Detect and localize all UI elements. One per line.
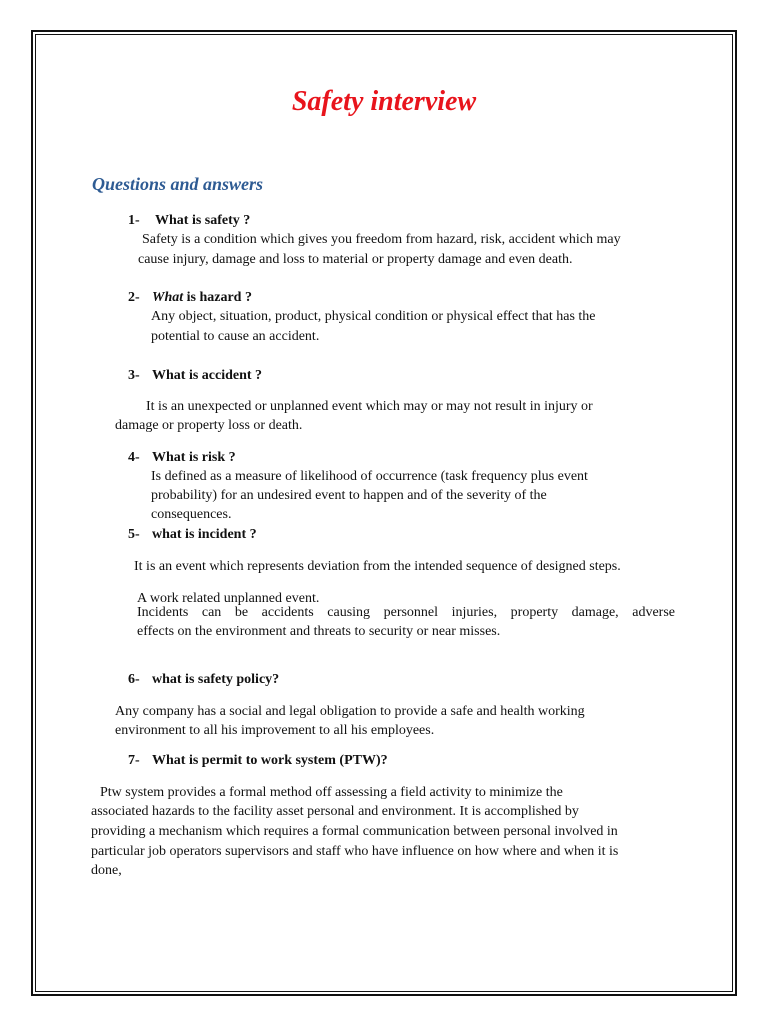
answer-7-line-2: associated hazards to the facility asset personal and environment. It is accomplished by <box>91 804 579 819</box>
answer-4-line-2: probability) for an undesired event to happen and of the severity of the <box>151 488 547 503</box>
question-5-number: 5- <box>128 527 140 542</box>
question-6-number: 6- <box>128 672 140 687</box>
question-3 <box>128 366 262 385</box>
answer-2-line-1: Any object, situation, product, physical condition or physical effect that has the <box>151 309 596 324</box>
answer-7-line-3: providing a mechanism which requires a formal communication between personal involved in <box>91 824 618 839</box>
question-2-text-italic: What <box>152 290 184 305</box>
answer-5-line-2: A work related unplanned event. <box>137 591 320 606</box>
question-4 <box>128 448 236 467</box>
answer-7-line-4: particular job operators supervisors and staff who have influence on how where and when it is <box>91 844 619 859</box>
question-6-text: what is safety policy? <box>152 672 280 687</box>
question-3-text: What is accident ? <box>152 368 263 383</box>
question-6 <box>128 670 279 689</box>
answer-1-line-1: Safety is a condition which gives you freedom from hazard, risk, accident which may <box>142 232 621 247</box>
question-2 <box>128 288 252 307</box>
question-1-text: What is safety ? <box>155 213 251 228</box>
question-7-text: What is permit to work system (PTW)? <box>152 753 388 768</box>
question-2-number: 2- <box>128 290 140 305</box>
question-4-number: 4- <box>128 450 140 465</box>
question-5-text: what is incident ? <box>152 527 257 542</box>
answer-6-line-1: Any company has a social and legal obligation to provide a safe and health working <box>115 704 585 719</box>
answer-7-line-1: Ptw system provides a formal method off assessing a field activity to minimize the <box>100 785 563 800</box>
question-1-number: 1- <box>128 213 140 228</box>
document-title: Safety interview <box>291 86 477 117</box>
question-3-number: 3- <box>128 368 140 383</box>
answer-5-line-4: effects on the environment and threats to security or near misses. <box>137 624 501 639</box>
answer-4-line-3: consequences. <box>151 507 232 522</box>
answer-7-line-5: done, <box>91 863 122 878</box>
answer-6-line-2: environment to all his improvement to all his employees. <box>115 723 435 738</box>
question-5 <box>128 525 257 544</box>
answer-3-line-2: damage or property loss or death. <box>115 418 303 433</box>
question-4-text: What is risk ? <box>152 450 236 465</box>
answer-3-line-1: It is an unexpected or unplanned event which may or may not result in injury or <box>146 399 593 414</box>
answer-5-line-1: It is an event which represents deviation from the intended sequence of designed steps. <box>134 559 621 574</box>
question-2-text: is hazard ? <box>183 290 252 305</box>
question-7-number: 7- <box>128 753 140 768</box>
answer-5-line-3: Incidents can be accidents causing personnel injuries, property damage, adverse <box>137 605 675 620</box>
answer-2-line-2: potential to cause an accident. <box>151 329 320 344</box>
answer-1-line-2: cause injury, damage and loss to material or property damage and even death. <box>138 252 573 267</box>
answer-4-line-1: Is defined as a measure of likelihood of occurrence (task frequency plus event <box>151 469 588 484</box>
question-1 <box>128 211 250 230</box>
question-7 <box>128 751 388 770</box>
section-subtitle: Questions and answers <box>92 174 264 194</box>
